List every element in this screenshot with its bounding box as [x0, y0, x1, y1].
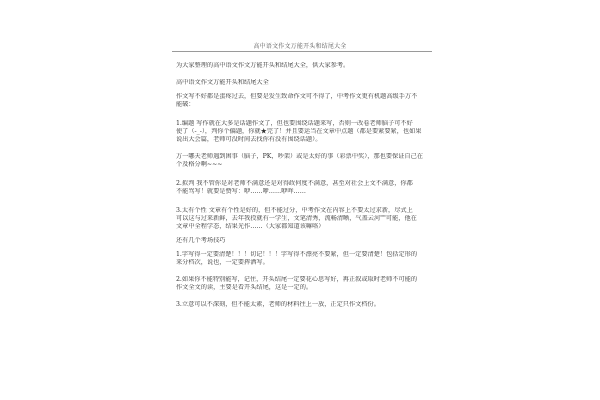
paragraph-line: 3.太有个性 文章有个性是好的，但不能过分，中考作文在内容上不要太过求新，尽式上	[176, 207, 413, 214]
intro-line: 为大家整理的高中语文作文万能开头和结尾大全，供大家参考。	[176, 62, 350, 69]
paragraph-line: 2.如果你不能特别能写，记住，开头结尾一定要花心思写好，再正叙或取时老师不可能的	[176, 276, 418, 283]
page-header-title: 高中语文作文万能开头和结尾大全	[253, 43, 347, 50]
section-heading: 高中语文作文万能开头和结尾大全	[176, 79, 269, 86]
paragraph-line: 1.字写得一定要清楚！！！切记！！！字写得不漂亮不要紧，但一定要清楚！包括定形的	[176, 251, 418, 258]
paragraph-line: 作文全文的读，主要是看开头结尾，这是一定的。	[176, 284, 313, 291]
section-heading: 还有几个考场技巧	[176, 237, 226, 244]
paragraph-line: 3.立意可以不深刻，但不能太素，老师的材料往上一放，正定只作文档份。	[176, 301, 380, 308]
paragraph-line: 文章中全程学态，结果光作……（大家都知道该嘛咯）	[176, 223, 325, 230]
paragraph-line: 说出大会篇，老师可没时间去找你有没有围绕话题）。	[176, 136, 322, 143]
paragraph-line: 万一哪天老师遇到困事（脑子，PK，吵架）或是太好的事（彩票中奖），那也要保证自己在	[176, 153, 423, 160]
paragraph-line: 使了（-_-），判你个偏题，你就★完了！并且要运当在文章中点题（都是要紧要紧，也如果	[176, 128, 422, 135]
document-body	[176, 62, 434, 309]
paragraph-line: 作文写不好都是蛋疼过去，但要是发生致命作文可不得了，中考作文更有机题高级手万不	[176, 93, 418, 100]
paragraph-line: 不能骂写！就要是赞写：咿……咿……咿咩……	[176, 188, 306, 195]
header-divider	[172, 51, 432, 52]
paragraph-line: 个及格分啊~~~	[176, 161, 223, 168]
paragraph-line: 1.编题 写作就在大多是话题作文了，但也要围绕话题来写，否则一改卷老师脑子可不好	[176, 120, 413, 127]
paragraph-line: 可以这与过来新鲜，去年我投就有一学生，文笔清秀，流畅清晰，气盖云河""可能，他在	[176, 215, 417, 222]
paragraph-line: 来分档次，说也，一定要挥洒写。	[176, 259, 269, 266]
paragraph-line: 2.拟判 我不管你是对老师不满意还是对得政何度不满意，甚至对社会上文不满意，你都	[176, 180, 413, 187]
paragraph-line: 能破：	[176, 101, 195, 108]
